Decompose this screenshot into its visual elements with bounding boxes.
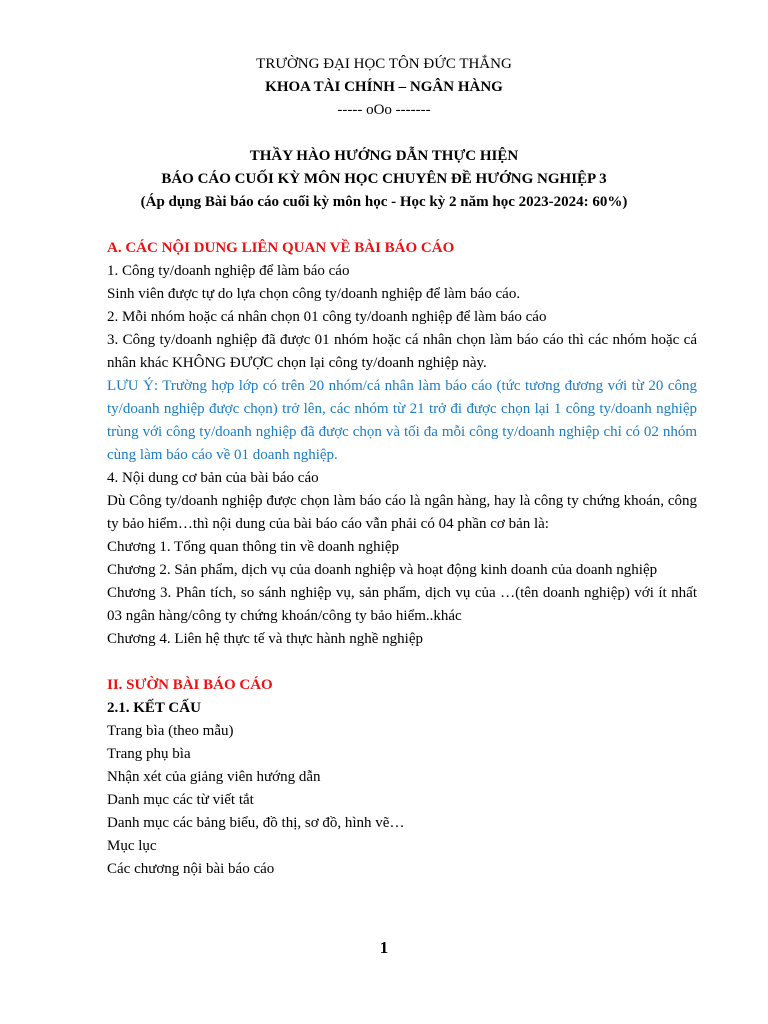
- paragraph-4: 3. Công ty/doanh nghiệp đã được 01 nhóm hoặc cá nhân chọn làm báo cáo thì các nhóm hoặc cá nhân khác KHÔNG ĐƯỢC chọn lại công ty/doanh nghiệp này.: [107, 332, 697, 371]
- page-number: 1: [379, 938, 389, 957]
- chapter-4: Chương 4. Liên hệ thực tế và thực hành nghề nghiệp: [107, 631, 423, 647]
- list-item: Mục lục: [107, 838, 157, 854]
- list-item: Danh mục các bảng biểu, đồ thị, sơ đồ, hình vẽ…: [107, 815, 405, 831]
- chapter-2: Chương 2. Sản phẩm, dịch vụ của doanh nghiệp và hoạt động kinh doanh của doanh nghiệp: [107, 562, 658, 578]
- document-title-line-1: THẦY HÀO HƯỚNG DẪN THỰC HIỆN: [249, 148, 519, 164]
- subsection-heading: 2.1. KẾT CẤU: [107, 700, 201, 716]
- document-title-line-3: (Áp dụng Bài báo cáo cuối kỳ môn học - Học kỳ 2 năm học 2023-2024: 60%): [140, 194, 628, 210]
- list-item: Các chương nội bài báo cáo: [107, 861, 275, 877]
- document-title-line-2: BÁO CÁO CUỐI KỲ MÔN HỌC CHUYÊN ĐỀ HƯỚNG NGHIỆP 3: [161, 171, 607, 187]
- paragraph-5: 4. Nội dung cơ bản của bài báo cáo: [107, 470, 319, 486]
- faculty-name: KHOA TÀI CHÍNH – NGÂN HÀNG: [265, 79, 503, 95]
- list-item: Trang bìa (theo mẫu): [107, 723, 234, 739]
- university-name: TRƯỜNG ĐẠI HỌC TÔN ĐỨC THẮNG: [256, 56, 512, 72]
- chapter-3: Chương 3. Phân tích, so sánh nghiệp vụ, sản phẩm, dịch vụ của …(tên doanh nghiệp) với ít nhất 03 ngân hàng/công ty chứng khoán/công ty bảo hiểm..khác: [107, 585, 697, 624]
- list-item: Nhận xét của giảng viên hướng dẫn: [107, 769, 321, 785]
- document-body: [107, 237, 697, 881]
- list-item: Danh mục các từ viết tắt: [107, 792, 254, 808]
- ornament-divider: ----- oOo -------: [337, 102, 431, 118]
- chapter-1: Chương 1. Tổng quan thông tin về doanh nghiệp: [107, 539, 400, 555]
- paragraph-2: Sinh viên được tự do lựa chọn công ty/doanh nghiệp để làm báo cáo.: [107, 286, 521, 302]
- paragraph-3: 2. Mỗi nhóm hoặc cá nhân chọn 01 công ty/doanh nghiệp để làm báo cáo: [107, 309, 547, 325]
- paragraph-1: 1. Công ty/doanh nghiệp để làm báo cáo: [107, 263, 350, 279]
- section-ii-heading: II. SƯỜN BÀI BÁO CÁO: [107, 677, 273, 693]
- document-header: [0, 53, 768, 214]
- section-a-heading: A. CÁC NỘI DUNG LIÊN QUAN VỀ BÀI BÁO CÁO: [107, 240, 455, 256]
- note-paragraph: LƯU Ý: Trường hợp lớp có trên 20 nhóm/cá nhân làm báo cáo (tức tương đương với từ 20 công ty/doanh nghiệp được chọn) trở lên, các nhóm từ 21 trở đi được chọn lại 1 công ty/doanh nghiệp trùng với công ty/doanh nghiệp đã được chọn và tối đa mỗi công ty/doanh nghiệp chỉ có 02 nhóm cùng làm báo cáo về 01 doanh nghiệp.: [107, 378, 697, 463]
- paragraph-6: Dù Công ty/doanh nghiệp được chọn làm báo cáo là ngân hàng, hay là công ty chứng khoán, công ty bảo hiểm…thì nội dung của bài báo cáo vẫn phải có 04 phần cơ bản là:: [107, 493, 697, 532]
- list-item: Trang phụ bìa: [107, 746, 191, 762]
